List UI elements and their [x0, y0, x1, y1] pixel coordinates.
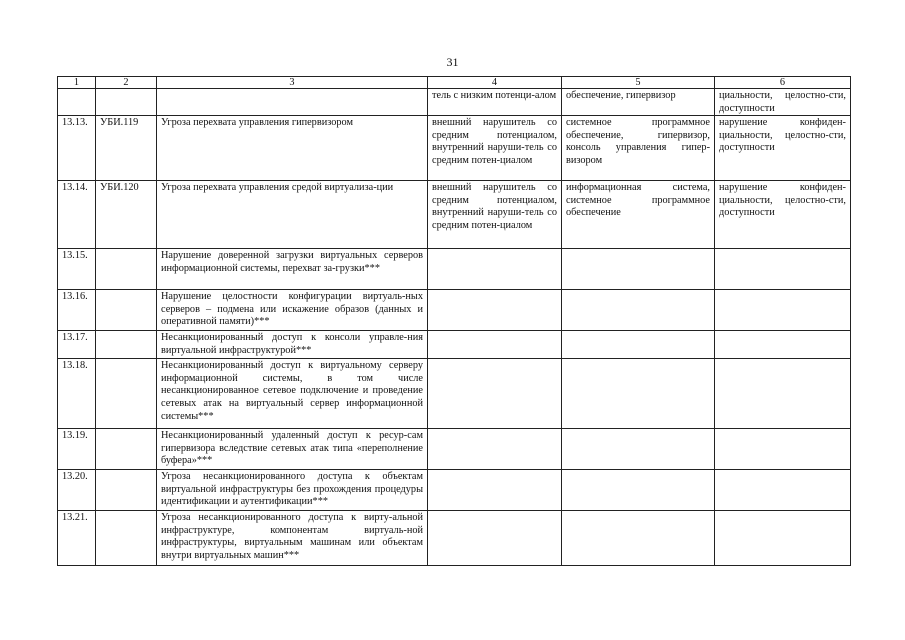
- row-number: 13.15.: [58, 249, 96, 290]
- threat-code: [96, 511, 157, 566]
- threat-name: Угроза перехвата управления гипервизором: [157, 116, 428, 181]
- threat-name: Угроза несанкционированного доступа к объектам виртуальной инфраструктуры без прохождения процедуры идентификации и аутентификации***: [157, 470, 428, 511]
- consequences-cell: нарушение конфиден-циальности, целостно-сти, доступности: [715, 181, 851, 249]
- violator-cell: [428, 429, 562, 470]
- row-number: 13.17.: [58, 331, 96, 359]
- column-header: 6: [715, 77, 851, 89]
- column-header: 1: [58, 77, 96, 89]
- row-number: 13.16.: [58, 290, 96, 331]
- violator-cell: [428, 470, 562, 511]
- object-cell: [562, 470, 715, 511]
- threat-code: [96, 429, 157, 470]
- object-cell: [562, 359, 715, 429]
- table-row: [58, 359, 851, 429]
- threat-code: УБИ.119: [96, 116, 157, 181]
- table-row: [58, 511, 851, 566]
- table-row: [58, 116, 851, 181]
- table-row: [58, 89, 851, 116]
- violator-cell: [428, 331, 562, 359]
- column-header: 2: [96, 77, 157, 89]
- threat-name: Нарушение целостности конфигурации виртуаль-ных серверов – подмена или искажение образов (данных и оперативной памяти)***: [157, 290, 428, 331]
- threat-code: [96, 470, 157, 511]
- object-cell: информационная система, системное программное обеспечение: [562, 181, 715, 249]
- violator-cell: [428, 249, 562, 290]
- consequences-cell: [715, 511, 851, 566]
- row-number: 13.20.: [58, 470, 96, 511]
- violator-cell: внешний нарушитель со средним потенциалом, внутренний наруши-тель со средним потен-циалом: [428, 116, 562, 181]
- threat-code: [96, 89, 157, 116]
- object-cell: обеспечение, гипервизор: [562, 89, 715, 116]
- object-cell: [562, 331, 715, 359]
- consequences-cell: [715, 290, 851, 331]
- consequences-cell: нарушение конфиден-циальности, целостно-сти, доступности: [715, 116, 851, 181]
- page-number: 31: [446, 55, 459, 69]
- row-number: [58, 89, 96, 116]
- threat-name: Несанкционированный удаленный доступ к ресур-сам гипервизора вследствие сетевых атак типа «переполнение буфера»***: [157, 429, 428, 470]
- threat-code: УБИ.120: [96, 181, 157, 249]
- object-cell: [562, 429, 715, 470]
- threat-name: Несанкционированный доступ к виртуальному серверу информационной системы, в том числе несанкционированное сетевое подключение и проведение сетевых атак на виртуальный сервер информационной системы***: [157, 359, 428, 429]
- violator-cell: внешний нарушитель со средним потенциалом, внутренний наруши-тель со средним потен-циалом: [428, 181, 562, 249]
- threat-name: Угроза несанкционированного доступа к вирту-альной инфраструктуре, компонентам виртуаль-ной инфраструктуры, виртуальным машинам или объектам внутри виртуальных машин***: [157, 511, 428, 566]
- table-header-row: [58, 77, 851, 89]
- row-number: 13.18.: [58, 359, 96, 429]
- table-row: [58, 470, 851, 511]
- violator-cell: [428, 359, 562, 429]
- violator-cell: [428, 290, 562, 331]
- threat-name: Нарушение доверенной загрузки виртуальных серверов информационной системы, перехват за-грузки***: [157, 249, 428, 290]
- threat-name: [157, 89, 428, 116]
- table-row: [58, 331, 851, 359]
- row-number: 13.21.: [58, 511, 96, 566]
- row-number: 13.14.: [58, 181, 96, 249]
- object-cell: [562, 511, 715, 566]
- consequences-cell: [715, 470, 851, 511]
- threat-code: [96, 290, 157, 331]
- violator-cell: [428, 511, 562, 566]
- threat-name: Угроза перехвата управления средой виртуализа-ции: [157, 181, 428, 249]
- object-cell: системное программное обеспечение, гипервизор, консоль управления гипер-визором: [562, 116, 715, 181]
- threat-name: Несанкционированный доступ к консоли управле-ния виртуальной инфраструктурой***: [157, 331, 428, 359]
- column-header: 3: [157, 77, 428, 89]
- threat-code: [96, 359, 157, 429]
- table-row: [58, 249, 851, 290]
- threat-code: [96, 249, 157, 290]
- row-number: 13.19.: [58, 429, 96, 470]
- object-cell: [562, 249, 715, 290]
- consequences-cell: [715, 359, 851, 429]
- column-header: 5: [562, 77, 715, 89]
- consequences-cell: [715, 331, 851, 359]
- object-cell: [562, 290, 715, 331]
- table-row: [58, 181, 851, 249]
- table-row: [58, 429, 851, 470]
- column-header: 4: [428, 77, 562, 89]
- consequences-cell: [715, 249, 851, 290]
- table-row: [58, 290, 851, 331]
- threat-code: [96, 331, 157, 359]
- violator-cell: тель с низким потенци-алом: [428, 89, 562, 116]
- row-number: 13.13.: [58, 116, 96, 181]
- consequences-cell: [715, 429, 851, 470]
- threat-table: [57, 76, 851, 566]
- consequences-cell: циальности, целостно-сти, доступности: [715, 89, 851, 116]
